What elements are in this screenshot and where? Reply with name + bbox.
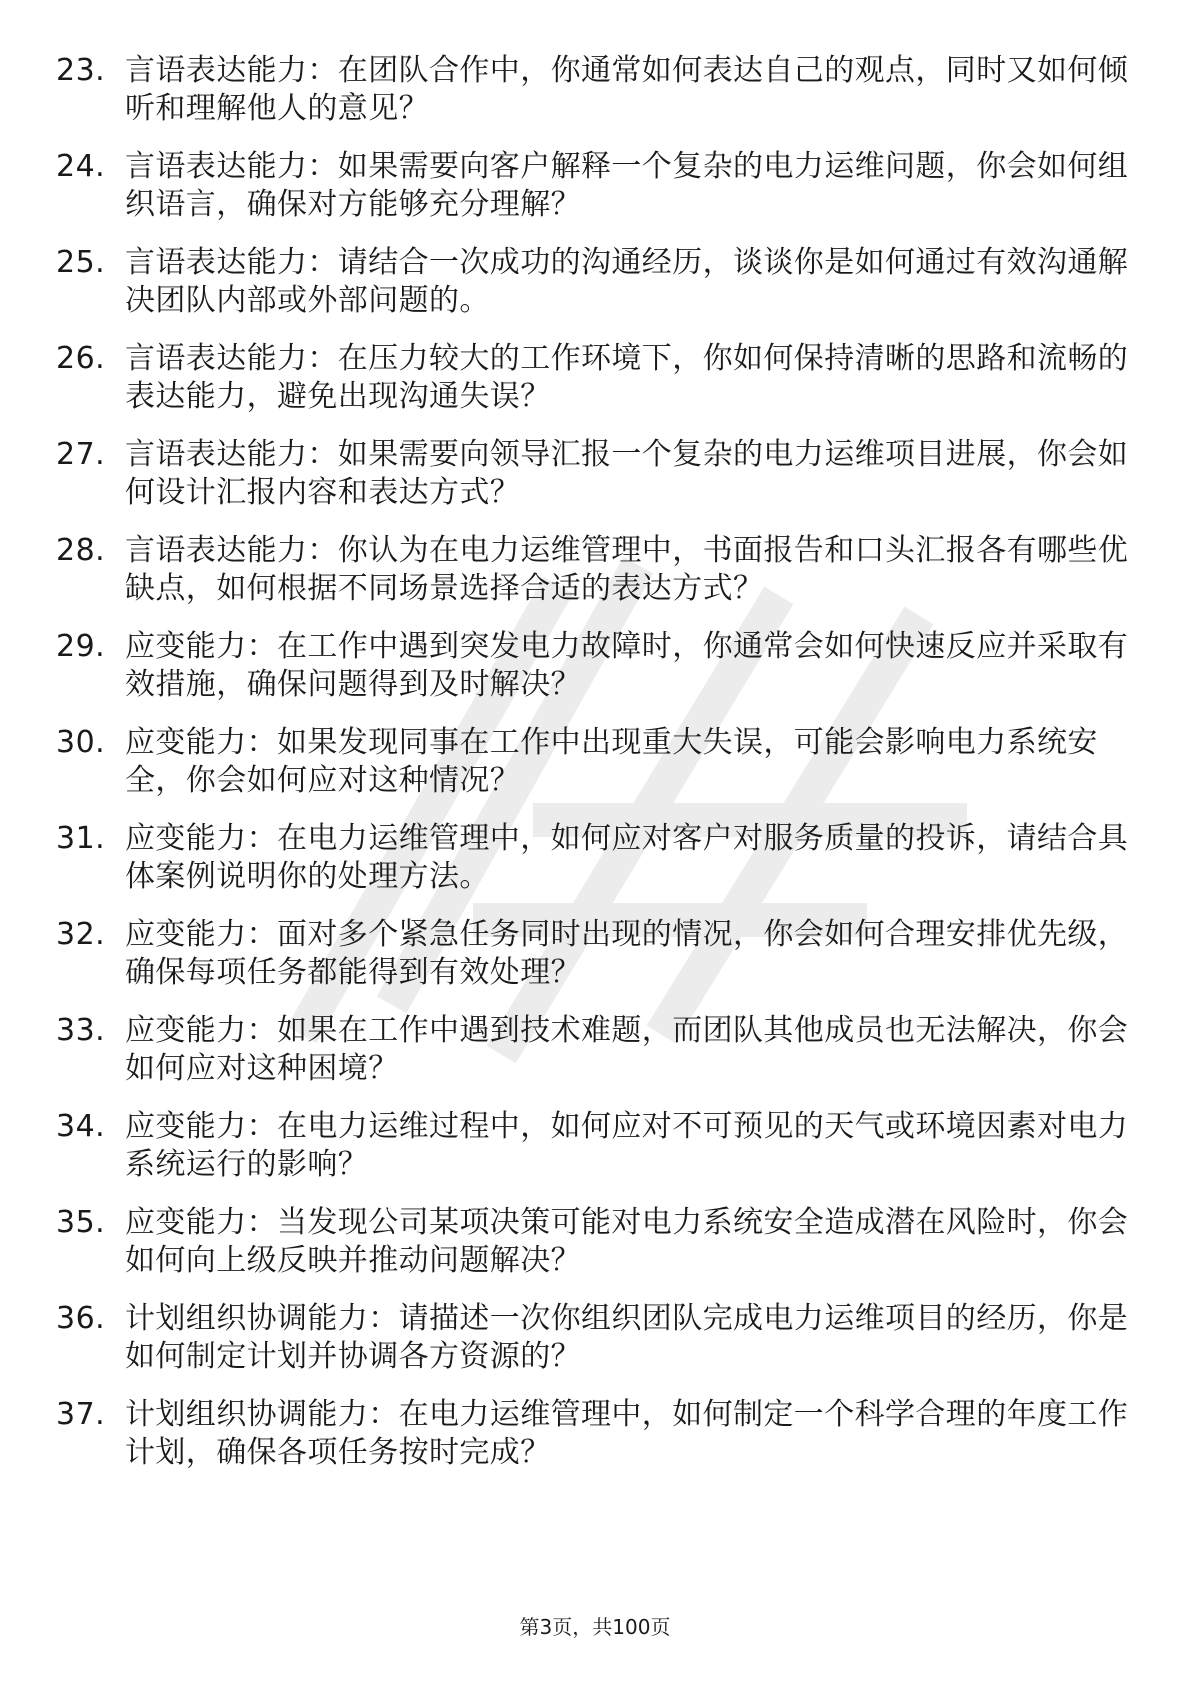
question-item — [0, 820, 1190, 916]
question-text: 言语表达能力：在团队合作中，你通常如何表达自己的观点，同时又如何倾听和理解他人的意见？ — [125, 53, 1129, 126]
question-text: 言语表达能力：请结合一次成功的沟通经历，谈谈你是如何通过有效沟通解决团队内部或外部问题的。 — [125, 245, 1129, 318]
question-text: 应变能力：在工作中遇到突发电力故障时，你通常会如何快速反应并采取有效措施，确保问题得到及时解决？ — [125, 629, 1129, 702]
question-number: 27. — [56, 437, 106, 472]
question-item — [0, 1204, 1190, 1300]
question-number: 26. — [56, 341, 106, 376]
question-list — [0, 52, 1190, 1492]
question-item — [0, 436, 1190, 532]
question-item — [0, 244, 1190, 340]
question-number: 24. — [56, 149, 106, 184]
question-text: 计划组织协调能力：请描述一次你组织团队完成电力运维项目的经历，你是如何制定计划并协调各方资源的？ — [125, 1301, 1129, 1374]
question-text: 应变能力：如果在工作中遇到技术难题，而团队其他成员也无法解决，你会如何应对这种困境？ — [125, 1013, 1129, 1086]
question-item — [0, 916, 1190, 1012]
question-number: 34. — [56, 1109, 106, 1144]
question-item — [0, 628, 1190, 724]
question-item — [0, 724, 1190, 820]
question-number: 36. — [56, 1301, 106, 1336]
question-item — [0, 1300, 1190, 1396]
question-number: 32. — [56, 917, 106, 952]
question-item — [0, 532, 1190, 628]
question-number: 31. — [56, 821, 106, 856]
question-text: 应变能力：当发现公司某项决策可能对电力系统安全造成潜在风险时，你会如何向上级反映并推动问题解决？ — [125, 1205, 1129, 1278]
question-number: 30. — [56, 725, 106, 760]
question-number: 33. — [56, 1013, 106, 1048]
question-text: 应变能力：如果发现同事在工作中出现重大失误，可能会影响电力系统安全，你会如何应对这种情况？ — [125, 725, 1098, 798]
question-number: 25. — [56, 245, 106, 280]
question-number: 28. — [56, 533, 106, 568]
question-number: 29. — [56, 629, 106, 664]
question-item — [0, 148, 1190, 244]
question-text: 言语表达能力：你认为在电力运维管理中，书面报告和口头汇报各有哪些优缺点，如何根据不同场景选择合适的表达方式？ — [125, 533, 1129, 606]
question-text: 言语表达能力：在压力较大的工作环境下，你如何保持清晰的思路和流畅的表达能力，避免出现沟通失误？ — [125, 341, 1129, 414]
question-number: 35. — [56, 1205, 106, 1240]
question-item — [0, 1108, 1190, 1204]
question-item — [0, 1012, 1190, 1108]
question-number: 37. — [56, 1397, 106, 1432]
page-number-footer: 第3页，共100页 — [519, 1615, 671, 1639]
question-text: 言语表达能力：如果需要向客户解释一个复杂的电力运维问题，你会如何组织语言，确保对方能够充分理解？ — [125, 149, 1129, 222]
question-text: 应变能力：面对多个紧急任务同时出现的情况，你会如何合理安排优先级，确保每项任务都能得到有效处理？ — [125, 917, 1129, 990]
question-text: 应变能力：在电力运维管理中，如何应对客户对服务质量的投诉，请结合具体案例说明你的处理方法。 — [125, 821, 1129, 894]
question-item — [0, 1396, 1190, 1492]
question-text: 计划组织协调能力：在电力运维管理中，如何制定一个科学合理的年度工作计划，确保各项任务按时完成？ — [125, 1397, 1129, 1470]
question-item — [0, 52, 1190, 148]
question-text: 言语表达能力：如果需要向领导汇报一个复杂的电力运维项目进展，你会如何设计汇报内容和表达方式？ — [125, 437, 1129, 510]
question-text: 应变能力：在电力运维过程中，如何应对不可预见的天气或环境因素对电力系统运行的影响？ — [125, 1109, 1129, 1182]
question-item — [0, 340, 1190, 436]
question-number: 23. — [56, 53, 106, 88]
